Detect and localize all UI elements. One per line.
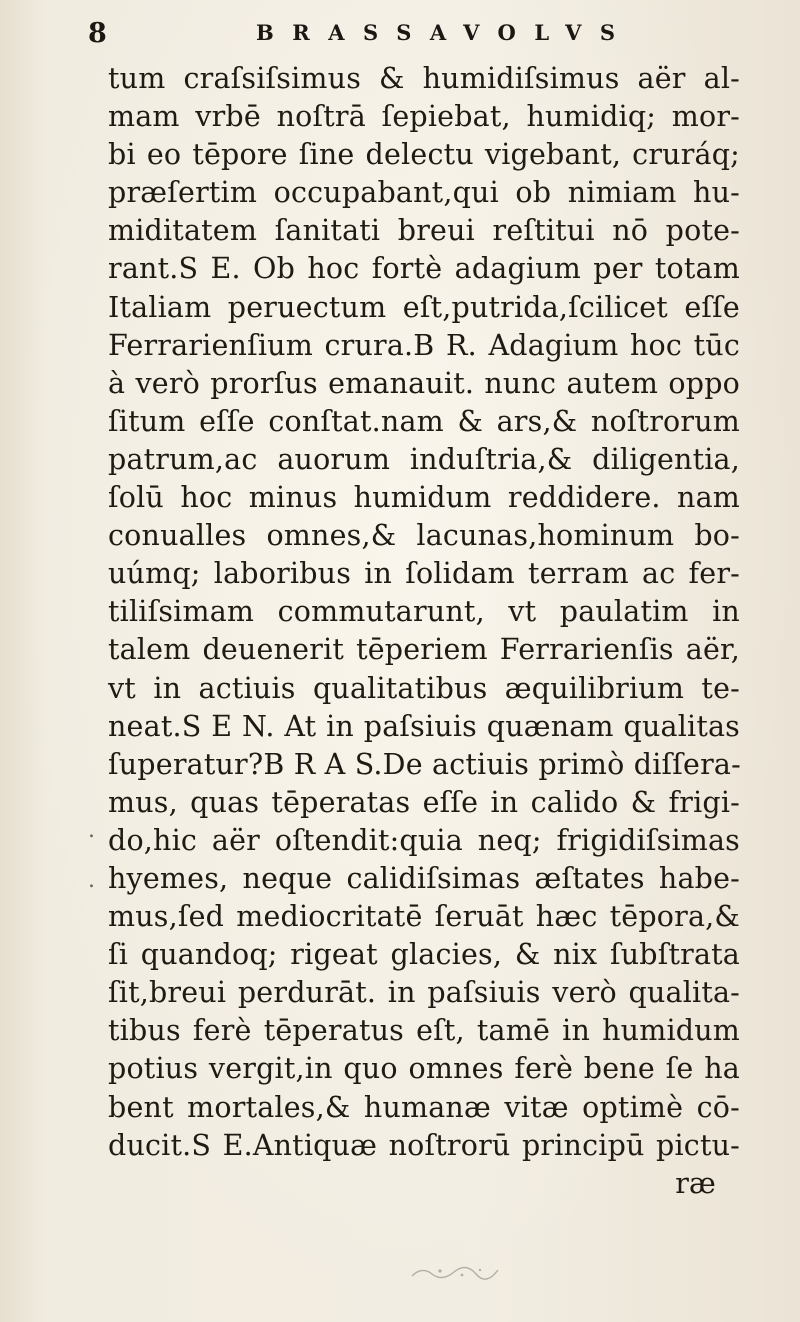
text-line: Italiam peruectum eſt,putrida,ſcilicet eſſe xyxy=(108,290,740,324)
body-text xyxy=(108,60,740,1203)
text-line: ſuperatur?B R A S.De actiuis primò diſſera- xyxy=(108,747,741,781)
text-line: bent mortales,& humanæ vitæ optimè cō- xyxy=(108,1090,740,1124)
text-line: mam vrbē noſtrā ſepiebat, humidiq; mor- xyxy=(108,100,740,134)
margin-dot: . xyxy=(88,868,95,893)
margin-dot: . xyxy=(88,818,95,843)
text-line: ſolū hoc minus humidum reddidere. nam xyxy=(108,481,740,515)
text-line: ſi quandoq; rigeat glacies, & nix ſubſtrata xyxy=(108,938,740,972)
text-line: tibus ferè tēperatus eſt, tamē in humidum xyxy=(108,1014,740,1048)
text-line: neat.S E N. At in paſsiuis quænam qualitas xyxy=(108,709,740,743)
text-line: ſit,breui perdurāt. in paſsiuis verò qualita- xyxy=(108,976,740,1010)
text-line: Ferrarienſium crura.B R. Adagium hoc tūc xyxy=(108,328,740,362)
text-line: uúmq; laboribus in ſolidam terram ac fer- xyxy=(108,557,740,591)
printer-ornament-icon xyxy=(410,1262,500,1284)
text-line: hyemes, neque calidiſsimas æſtates habe- xyxy=(108,861,740,895)
text-line: ſitum eſſe conſtat.nam & ars,& noſtrorum xyxy=(108,404,740,438)
text-line: talem deuenerit tēperiem Ferrarienſis aër, xyxy=(108,633,740,667)
text-line: mus, quas tēperatas eſſe in calido & frigi- xyxy=(108,785,740,819)
text-line: do,hic aër oſtendit:quia neq; frigidiſsimas xyxy=(108,823,740,857)
text-line: potius vergit,in quo omnes ferè bene ſe ha xyxy=(108,1052,740,1086)
text-line: mus,ſed mediocritatē ſeruāt hæc tēpora,& xyxy=(108,900,740,934)
text-line: miditatem ſanitati breui reſtitui nō pote- xyxy=(108,214,740,248)
text-line: tum craſsiſsimus & humidiſsimus aër al- xyxy=(108,62,740,95)
catchword: ræ xyxy=(675,1166,716,1200)
text-line: vt in actiuis qualitatibus æquilibrium te- xyxy=(108,671,740,705)
text-line: à verò prorſus emanauit. nunc autem oppo xyxy=(108,366,740,400)
text-line: præſertim occupabant,qui ob nimiam hu- xyxy=(108,176,740,210)
text-line: rant.S E. Ob hoc fortè adagium per totam xyxy=(108,252,740,286)
text-line: patrum,ac auorum induſtria,& diligentia, xyxy=(108,442,740,476)
text-line: bi eo tēpore ſine delectu vigebant, cruráq; xyxy=(108,138,740,172)
text-line: conualles omnes,& lacunas,hominum bo- xyxy=(108,519,740,553)
page-number: 8 xyxy=(88,18,107,49)
text-line: tiliſsimam commutarunt, vt paulatim in xyxy=(108,595,740,629)
text-line: ducit.S E.Antiquæ noſtrorū principū pictu- xyxy=(108,1128,740,1162)
running-head: BRASSAVOLVS xyxy=(256,20,634,45)
